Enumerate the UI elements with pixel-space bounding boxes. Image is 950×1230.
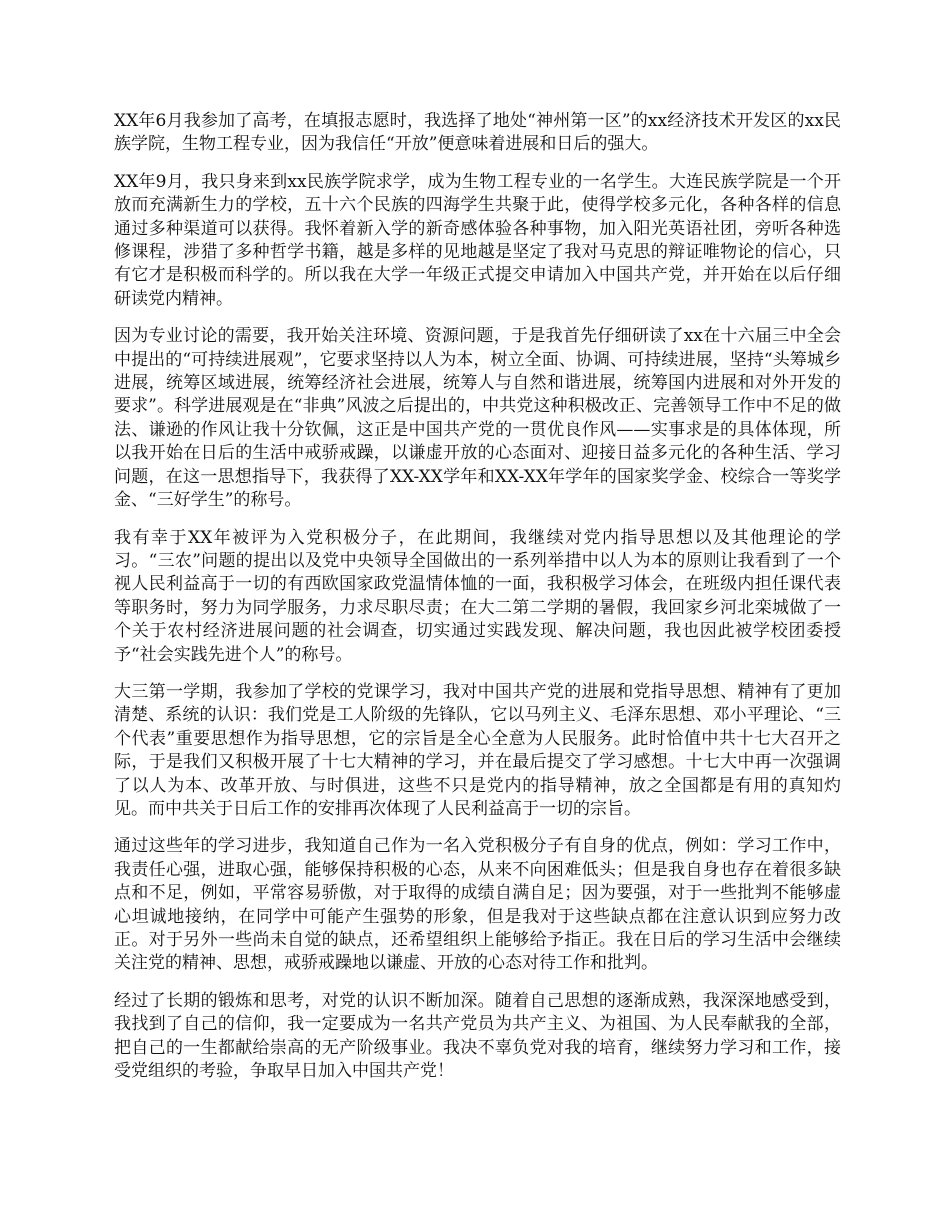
document-body	[114, 110, 841, 1097]
paragraph-3: 因为专业讨论的需要，我开始关注环境、资源问题，于是我首先仔细研读了xx在十六届三中全会中提出的“可持续进展观”，它要求坚持以人为本，树立全面、协调、可持续进展，坚持“头筹城乡进展，统筹区域进展，统筹经济社会进展，统筹人与自然和谐进展，统筹国内进展和对外开发的要求”。科学进展观是在“非典”风波之后提出的，中共党这种积极改正、完善领导工作中不足的做法、谦逊的作风让我十分钦佩，这正是中国共产党的一贯优良作风——实事求是的具体体现，所以我开始在日后的生活中戒骄戒躁，以谦虚开放的心态面对、迎接日益多元化的各种生活、学习问题，在这一思想指导下，我获得了XX-XX学年和XX-XX年学年的国家奖学金、校综合一等奖学金、“三好学生”的称号。	[114, 326, 841, 511]
paragraph-1: XX年6月我参加了高考，在填报志愿时，我选择了地处“神州第一区”的xx经济技术开发区的xx民族学院，生物工程专业，因为我信任“开放”便意味着进展和日后的强大。	[114, 111, 841, 155]
paragraph-4: 我有幸于XX年被评为入党积极分子，在此期间，我继续对党内指导思想以及其他理论的学习。“三农”问题的提出以及党中央领导全国做出的一系列举措中以人为本的原则让我看到了一个视人民利益高于一切的有西欧国家政党温情体恤的一面，我积极学习体会，在班级内担任课代表等职务时，努力为同学服务，力求尽职尽责；在大二第二学期的暑假，我回家乡河北栾城做了一个关于农村经济进展问题的社会调查，切实通过实践发现、解决问题，我也因此被学校团委授予“社会实践先进个人”的称号。	[114, 527, 841, 665]
paragraph-6: 通过这些年的学习进步，我知道自己作为一名入党积极分子有自身的优点，例如：学习工作中，我责任心强，进取心强，能够保持积极的心态，从来不向困难低头；但是我自身也存在着很多缺点和不足，例如，平常容易骄傲，对于取得的成绩自满自足；因为要强，对于一些批判不能够虚心坦诚地接纳，在同学中可能产生强势的形象，但是我对于这些缺点都在注意认识到应努力改正。对于另外一些尚未自觉的缺点，还希望组织上能够给予指正。我在日后的学习生活中会继续关注党的精神、思想，戒骄戒躁地以谦虚、开放的心态对待工作和批判。	[114, 836, 841, 974]
paragraph-2: XX年9月，我只身来到xx民族学院求学，成为生物工程专业的一名学生。大连民族学院是一个开放而充满新生力的学校，五十六个民族的四海学生共聚于此，使得学校多元化，各种各样的信息通过多种渠道可以获得。我怀着新入学的新奇感体验各种事物，加入阳光英语社团，旁听各种选修课程，涉猎了多种哲学书籍，越是多样的见地越是坚定了我对马克思的辩证唯物论的信心，只有它才是积极而科学的。所以我在大学一年级正式提交申请加入中国共产党，并开始在以后仔细研读党内精神。	[114, 171, 841, 309]
paragraph-5: 大三第一学期，我参加了学校的党课学习，我对中国共产党的进展和党指导思想、精神有了更加清楚、系统的认识：我们党是工人阶级的先锋队，它以马列主义、毛泽东思想、邓小平理论、“三个代表”重要思想作为指导思想，它的宗旨是全心全意为人民服务。此时恰值中共十七大召开之际，于是我们又积极开展了十七大精神的学习，并在最后提交了学习感想。十七大中再一次强调了以人为本、改革开放、与时俱进，这些不只是党内的指导精神，放之全国都是有用的真知灼见。而中共关于日后工作的安排再次体现了人民利益高于一切的宗旨。	[114, 681, 841, 819]
paragraph-7: 经过了长期的锻炼和思考，对党的认识不断加深。随着自己思想的逐渐成熟，我深深地感受到，我找到了自己的信仰，我一定要成为一名共产党员为共产主义、为祖国、为人民奉献我的全部，把自己的一生都献给崇高的无产阶级事业。我决不辜负党对我的培育，继续努力学习和工作，接受党组织的考验，争取早日加入中国共产党！	[114, 990, 841, 1082]
